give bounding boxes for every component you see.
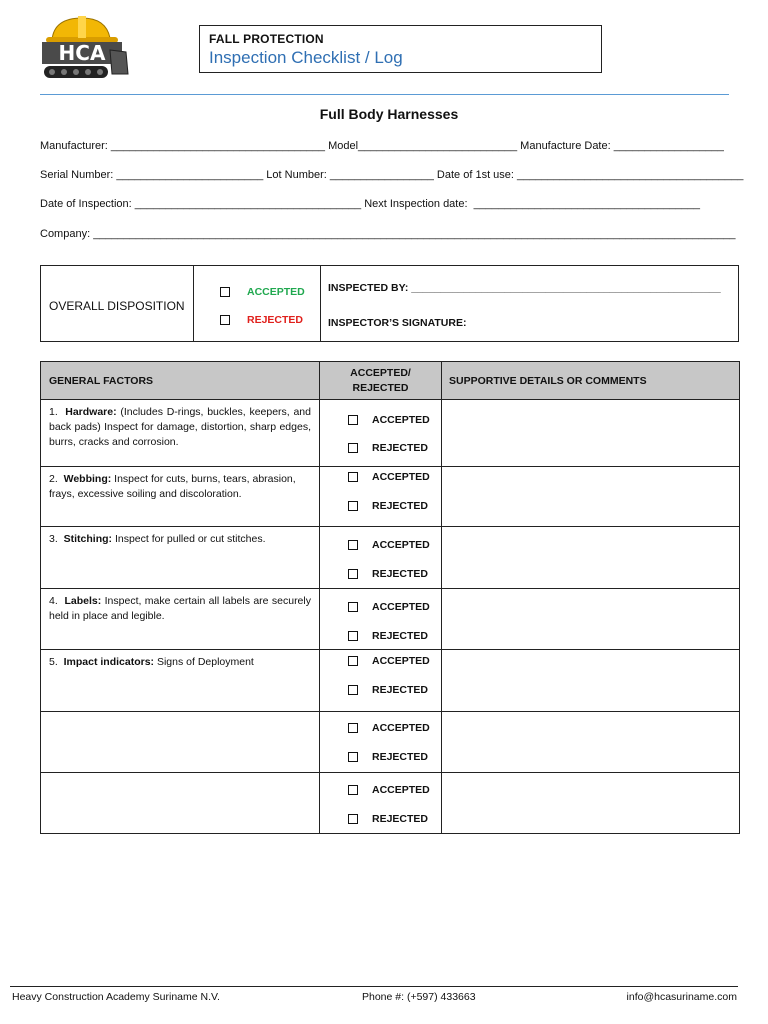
factor-cell: [41, 467, 320, 527]
disposition-accepted-label: ACCEPTED: [247, 286, 305, 298]
factor-number: 1.: [49, 406, 58, 418]
accept-reject-cell: [320, 400, 442, 467]
table-row: [41, 400, 740, 467]
table-header-row: [41, 362, 740, 400]
rejected-checkbox[interactable]: [348, 631, 358, 641]
accepted-label: ACCEPTED: [372, 414, 430, 426]
footer-email[interactable]: info@hcasuriname.com: [626, 991, 737, 1003]
header-title: Inspection Checklist / Log: [209, 48, 403, 67]
header-divider: [40, 94, 729, 95]
accepted-checkbox[interactable]: [348, 472, 358, 482]
inspector-signature-field[interactable]: INSPECTOR’S SIGNATURE:: [328, 317, 467, 329]
table-row: [41, 773, 740, 834]
rejected-checkbox[interactable]: [348, 752, 358, 762]
header-comments: SUPPORTIVE DETAILS OR COMMENTS: [442, 362, 740, 400]
accepted-checkbox[interactable]: [348, 415, 358, 425]
table-row: [41, 527, 740, 589]
rejected-checkbox[interactable]: [348, 501, 358, 511]
rejected-label: REJECTED: [372, 568, 429, 580]
accept-reject-cell: [320, 467, 442, 527]
form-line-company[interactable]: Company: _________________________________________________________________________________________________________: [40, 228, 736, 240]
accepted-checkbox[interactable]: [348, 723, 358, 733]
factor-title: Hardware:: [65, 406, 117, 418]
accepted-checkbox[interactable]: [348, 785, 358, 795]
rejected-label: REJECTED: [372, 751, 429, 763]
accepted-label: ACCEPTED: [372, 722, 430, 734]
factor-title: Impact indicators:: [63, 656, 155, 668]
factor-number: 4.: [49, 595, 58, 607]
footer-phone: Phone #: (+597) 433663: [362, 991, 476, 1003]
factor-number: 2.: [49, 473, 58, 485]
table-row: [41, 467, 740, 527]
accept-reject-cell: [320, 650, 442, 712]
comments-cell[interactable]: [442, 400, 740, 467]
rejected-label: REJECTED: [372, 442, 429, 454]
comments-cell[interactable]: [442, 650, 740, 712]
document-title: Full Body Harnesses: [319, 106, 459, 122]
logo-text: HCA: [58, 41, 106, 65]
header-box: [199, 25, 602, 73]
hca-logo: [40, 14, 130, 86]
disposition-label: OVERALL DISPOSITION: [49, 299, 185, 313]
header-accepted-rejected: [320, 362, 442, 400]
comments-cell[interactable]: [442, 467, 740, 527]
accept-reject-cell: [320, 589, 442, 650]
rejected-checkbox[interactable]: [348, 814, 358, 824]
factor-cell: [41, 527, 320, 589]
factor-description: (Includes D-rings, buckles, keepers, and back pads) Inspect for damage, distortion, sharp edges, burrs, cracks and corrosion.: [49, 406, 311, 448]
factor-description: Inspect for pulled or cut stitches.: [112, 533, 266, 545]
form-line-serial[interactable]: Serial Number: ________________________ Lot Number: _________________ Date of 1st use: _____________________________________: [40, 169, 744, 181]
factor-title: Stitching:: [63, 533, 113, 545]
factor-number: 5.: [49, 656, 58, 668]
form-line-manufacturer[interactable]: Manufacturer: ___________________________________ Model__________________________ Manufacture Date: __________________: [40, 140, 724, 152]
disposition-rejected-checkbox[interactable]: [220, 315, 230, 325]
accepted-label: ACCEPTED: [372, 655, 430, 667]
disposition-accepted-checkbox[interactable]: [220, 287, 230, 297]
comments-cell[interactable]: [442, 712, 740, 773]
factor-description: Inspect for cuts, burns, tears, abrasion, frays, excessive soiling and discoloration.: [49, 473, 296, 500]
accepted-checkbox[interactable]: [348, 602, 358, 612]
factors-table: [40, 361, 740, 834]
accepted-checkbox[interactable]: [348, 656, 358, 666]
rejected-label: REJECTED: [372, 813, 429, 825]
accepted-label: ACCEPTED: [372, 784, 430, 796]
table-row: [41, 712, 740, 773]
header-general-factors: GENERAL FACTORS: [41, 362, 320, 400]
header-category: FALL PROTECTION: [209, 32, 324, 46]
factor-number: 3.: [49, 533, 58, 545]
footer-company: Heavy Construction Academy Suriname N.V.: [12, 991, 220, 1003]
header-accepted-text: ACCEPTED/: [350, 366, 411, 379]
factor-title: Labels:: [64, 595, 102, 607]
accepted-label: ACCEPTED: [372, 539, 430, 551]
inspected-by-field[interactable]: INSPECTED BY: _____________________________________________________: [328, 282, 721, 294]
factor-description: Signs of Deployment: [154, 656, 254, 668]
accept-reject-cell: [320, 773, 442, 834]
factor-cell: [41, 400, 320, 467]
accepted-label: ACCEPTED: [372, 471, 430, 483]
footer-divider: [10, 986, 738, 987]
accept-reject-cell: [320, 527, 442, 589]
comments-cell[interactable]: [442, 773, 740, 834]
factor-cell[interactable]: [41, 773, 320, 834]
accepted-checkbox[interactable]: [348, 540, 358, 550]
form-line-inspection-date[interactable]: Date of Inspection: _____________________________________ Next Inspection date: _____________________________________: [40, 198, 700, 210]
factor-title: Webbing:: [63, 473, 112, 485]
table-row: [41, 650, 740, 712]
disposition-rejected-label: REJECTED: [247, 314, 304, 326]
factor-cell[interactable]: [41, 712, 320, 773]
factor-cell: [41, 589, 320, 650]
rejected-checkbox[interactable]: [348, 685, 358, 695]
table-row: [41, 589, 740, 650]
rejected-label: REJECTED: [372, 500, 429, 512]
rejected-label: REJECTED: [372, 684, 429, 696]
comments-cell[interactable]: [442, 527, 740, 589]
disposition-box: [40, 265, 739, 342]
comments-cell[interactable]: [442, 589, 740, 650]
accepted-label: ACCEPTED: [372, 601, 430, 613]
rejected-checkbox[interactable]: [348, 569, 358, 579]
rejected-checkbox[interactable]: [348, 443, 358, 453]
rejected-label: REJECTED: [372, 630, 429, 642]
factor-cell: [41, 650, 320, 712]
factor-description: Inspect, make certain all labels are securely held in place and legible.: [49, 595, 311, 622]
header-rejected-text: REJECTED: [352, 381, 409, 394]
accept-reject-cell: [320, 712, 442, 773]
